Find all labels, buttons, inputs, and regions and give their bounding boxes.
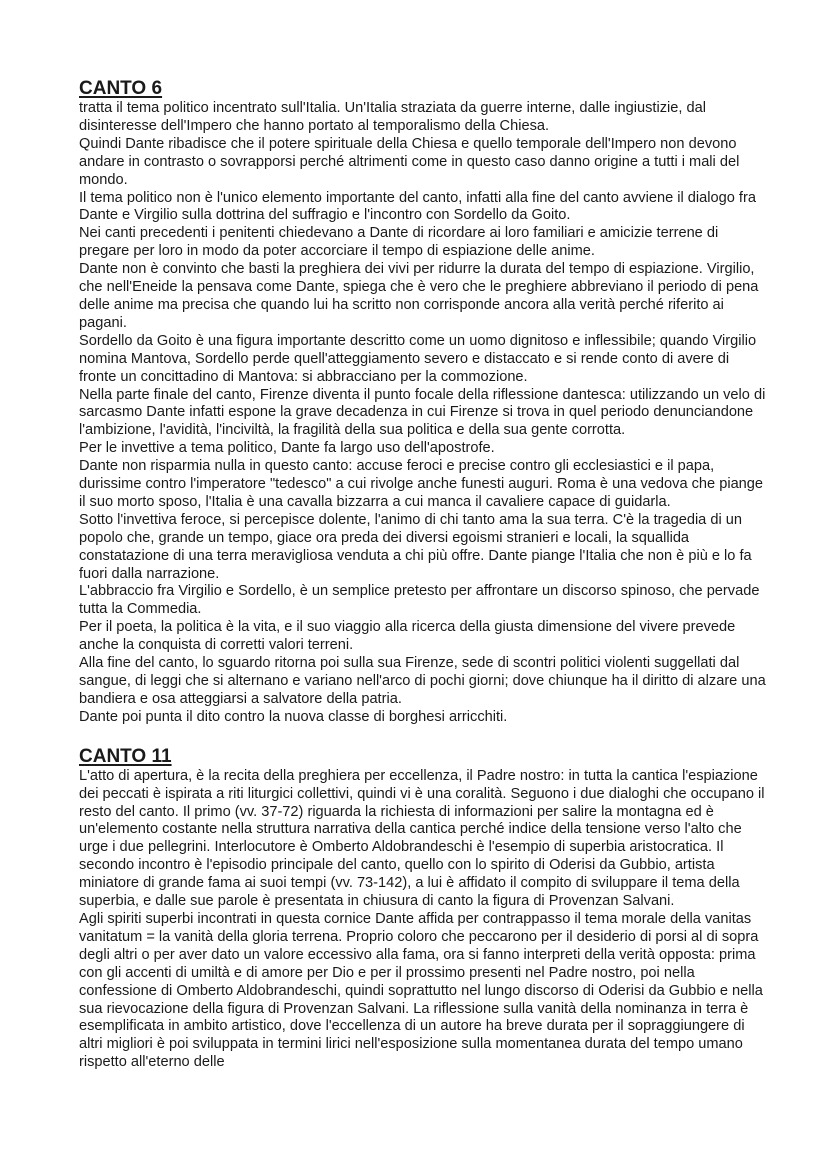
section-canto-6 [79, 78, 769, 727]
section-heading: CANTO 6 [79, 78, 163, 99]
document-page [79, 78, 769, 1072]
paragraph: Per le invettive a tema politico, Dante fa largo uso dell'apostrofe. [79, 440, 495, 457]
paragraph: tratta il tema politico incentrato sull'Italia. Un'Italia straziata da guerre interne, dalle ingiustizie, dal disinteresse dell'Impero che hanno portato al temporalismo della Chiesa. [79, 100, 706, 134]
paragraph: Nella parte finale del canto, Firenze diventa il punto focale della riflessione dantesca: utilizzando un velo di sarcasmo Dante infatti espone la grave decadenza in cui Firenze si trova in quel periodo denunciandone l'ambizione, l'avidità, l'inciviltà, la fragilità della sua politica e della sua gente corrotta. [79, 386, 766, 439]
paragraph: Nei canti precedenti i penitenti chiedevano a Dante di ricordare ai loro familiari e amicizie terrene di pregare per loro in modo da poter accorciare il tempo di espiazione delle anime. [79, 225, 719, 260]
paragraph: Agli spiriti superbi incontrati in questa cornice Dante affida per contrappasso il tema morale della vanitas vanitatum = la vanità della gloria terrena. Proprio coloro che peccarono per il desiderio di porsi al di sopra degli altri o per aver dato un valore eccessivo alla fama, ora si fanno interpreti della verità opposta: prima con gli accenti di umiltà e di amore per Dio e per il prossimo presenti nel Padre nostro, poi nella confessione di Omberto Aldobrandeschi, quindi soprattutto nel lungo discorso di Oderisi da Gubbio e nella sua rievocazione della figura di Provenzan Salvani. La riflessione sulla vanità della nominanza in terra è esemplificata in ambito artistico, dove l'eccellenza di un autore ha breve durata per il sopraggiungere di altri migliori è poi sviluppata in termini lirici nell'esposizione sulla momentanea durata del tempo umano rispetto all'eterno delle [79, 910, 763, 1071]
paragraph: Dante non è convinto che basti la preghiera dei vivi per ridurre la durata del tempo di espiazione. Virgilio, che nell'Eneide la pensava come Dante, spiega che è vero che le preghiere abbreviano il periodo di pena delle anime ma precisa che quando lui ha scritto non corrisponde ancora alla verità perché riferito ai pagani. [79, 261, 759, 331]
paragraph: L'atto di apertura, è la recita della preghiera per eccellenza, il Padre nostro: in tutta la cantica l'espiazione dei peccati è ispirata a riti liturgici collettivi, quindi vi è una coralità. Seguono i due dialoghi che occupano il resto del canto. Il primo (vv. 37-72) riguarda la richiesta di informazioni per salire la montagna ed è un'elemento costante nella struttura narrativa della cantica perché indice della tensione verso l'alto che urge i due pellegrini. Interlocutore è Omberto Aldobrandeschi è l'esempio di superbia aristocratica. Il secondo incontro è l'episodio principale del canto, quello con lo spirito di Oderisi da Gubbio, artista miniatore di grande fama ai suoi tempi (vv. 73-142), a lui è affidato il compito di sviluppare il tema della superbia, e dalle sue parole è presentata in chiusura di canto la figura di Provenzan Salvani. [79, 767, 765, 910]
paragraph: Sordello da Goito è una figura importante descritto come un uomo dignitoso e inflessibile; quando Virgilio nomina Mantova, Sordello perde quell'atteggiamento severo e distaccato e si rende conto di avere di fronte un concittadino di Mantova: si abbracciano per la commozione. [79, 332, 757, 385]
paragraph: Dante non risparmia nulla in questo canto: accuse feroci e precise contro gli ecclesiastici e il papa, durissime contro l'imperatore "tedesco" a cui rivolge anche funesti auguri. Roma è una vedova che piange il suo morto sposo, l'Italia è una cavalla bizzarra a cui manca il cavaliere capace di guidarla. [79, 458, 764, 510]
paragraph: Quindi Dante ribadisce che il potere spirituale della Chiesa e quello temporale dell'Impero non devono andare in contrasto o sovrapporsi perché altrimenti come in questo caso danno origine a tutti i mali del mondo. [79, 135, 740, 188]
paragraph: Dante poi punta il dito contro la nuova classe di borghesi arricchiti. [79, 708, 508, 725]
paragraph: Alla fine del canto, lo sguardo ritorna poi sulla sua Firenze, sede di scontri politici violenti suggellati dal sangue, di leggi che si alternano e variano nell'arco di pochi giorni; dove chiunque ha il diritto di alzare una bandiera e osa atteggiarsi a salvatore della patria. [79, 655, 766, 707]
paragraph: L'abbraccio fra Virgilio e Sordello, è un semplice pretesto per affrontare un discorso spinoso, che pervade tutta la Commedia. [79, 583, 760, 618]
section-heading: CANTO 11 [79, 745, 172, 767]
paragraph: Il tema politico non è l'unico elemento importante del canto, infatti alla fine del canto avviene il dialogo fra Dante e Virgilio sulla dottrina del suffragio e l'incontro con Sordello da Goito. [79, 189, 756, 224]
paragraph: Sotto l'invettiva feroce, si percepisce dolente, l'animo di chi tanto ama la sua terra. C'è la tragedia di un popolo che, grande un tempo, giace ora preda dei diversi egoismi stranieri e locali, la squallida constatazione di una terra meravigliosa venduta a chi più offre. Dante piange l'Italia che non è più e lo fa fuori dalla narrazione. [79, 511, 752, 582]
paragraph: Per il poeta, la politica è la vita, e il suo viaggio alla ricerca della giusta dimensione del vivere prevede anche la conquista di corretti valori terreni. [79, 619, 736, 654]
section-canto-11 [79, 746, 769, 1072]
